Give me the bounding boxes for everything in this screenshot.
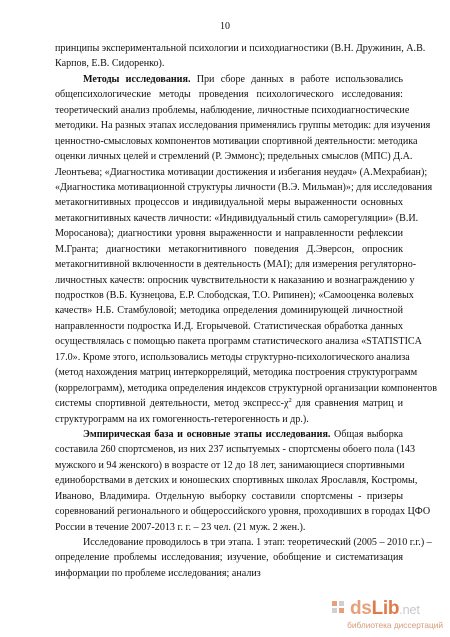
watermark-logo[interactable] [331, 598, 443, 630]
text-line: качеств» Н.Б. Стамбуловой; методика определения доминирующей личностной [55, 305, 403, 317]
dslib-logo-icon [331, 600, 345, 614]
text-line: личностных качеств: опросник чувствительности к наказанию и вознаграждению у [55, 274, 415, 286]
watermark-ds: ds [350, 598, 372, 619]
watermark-title [350, 598, 420, 620]
text-line: Карпов, Е.В. Сидоренко). [55, 58, 165, 70]
text-line: единоборствами в детских и юношеских спортивных школах Ярославля, Костромы, [55, 475, 418, 487]
text-line: соревнований регионального и общероссийского уровня, проходивших в городах ЦФО [55, 506, 431, 518]
text-line: теоретический анализ проблемы, наблюдение, личностные психодиагностические [55, 104, 410, 116]
text-line: (метод нахождения матриц интеркорреляций, методика построения структурограмм [55, 367, 418, 379]
text-line: мужского и 94 женского) в возрасте от 12 до 18 лет, занимающиеся спортивными [55, 459, 405, 471]
text-line: метакогнитивных процессов и индивидуальной меры выраженности основных [55, 197, 403, 209]
text-line: метакогнитивной включенности в деятельность (MAI); для измерения регуляторно- [55, 259, 417, 271]
text-line: направленности подростка И.Д. Егорычевой. Статистическая обработка данных [55, 320, 403, 332]
text-line: методики. На разных этапах исследования применялись группы методик: для изучения [55, 120, 431, 132]
text-run: системы спортивной деятельности, метод экспресс-χ [55, 398, 289, 410]
text-line [55, 396, 403, 411]
text-run: Общая выборка [330, 428, 403, 440]
text-line: составила 260 спортсменов, из них 237 испытуемых - спортсмены обоего пола (143 [55, 444, 416, 456]
text-line: Исследование проводилось в три этапа. 1 этап: теоретический (2005 – 2010 г.г.) – [83, 537, 432, 548]
text-line: метакогнитивных качеств личности: «Индивидуальный стиль саморегуляции» (В.И. [55, 212, 419, 224]
text-run: При сборе данных в работе использовались [190, 73, 403, 85]
text-line: оценки личных целей и стремлений (Р. Эммонс); предельных смыслов (МПС) Д.А. [55, 151, 413, 163]
text-line: 17.0». Кроме этого, использовались методы структурно-психологического анализа [55, 351, 410, 363]
text-line [55, 72, 403, 87]
text-line: (коррелограмм), методика определения индексов структурной организации компонентов [55, 382, 437, 394]
text-line: информации по проблеме исследования; анализ [55, 567, 261, 579]
section-heading-empirical-base: Эмпирическая база и основные этапы исследования. [83, 428, 331, 440]
watermark-caption: библиотека диссертаций [347, 620, 443, 630]
text-line: «Диагностика мотивационной структуры личности (В.Э. Мильман)»; для исследования [55, 181, 433, 193]
body-text [55, 41, 437, 581]
section-heading-methods: Методы исследования. [83, 73, 191, 85]
superscript: 2 [288, 397, 292, 405]
text-line: общепсихологические методы проведения психологического исследования: [55, 89, 403, 101]
text-line: М.Гранта; диагностики метакогнитивного поведения Д.Эверсон, опросник [55, 243, 403, 255]
text-line: принципы экспериментальной психологии и психодиагностики (В.Н. Дружинин, А.В. [55, 43, 426, 54]
page-number: 10 [220, 21, 230, 32]
text-line: Леонтьева; «Диагностика мотивации достижения и избегания неудач» (А.Мехрабиан); [55, 166, 428, 178]
text-line: определение проблемы исследования; изучение, обобщение и систематизация [55, 552, 403, 564]
text-line: России в течение 2007-2013 г. г. – 23 чел. (21 муж. 2 жен.). [55, 521, 306, 533]
watermark-tld: .net [399, 602, 420, 617]
text-line: подростков (В.Б. Кузнецова, Е.Р. Слободская, Т.О. Рипинен); «Самооценка волевых [55, 290, 414, 301]
text-run: для сравнения матриц и [291, 398, 403, 410]
text-line [55, 427, 403, 442]
watermark-lib: Lib [371, 598, 400, 619]
text-line: Иваново, Владимира. Отдельную выборку составили спортсмены - призеры [55, 490, 403, 502]
text-line: Моросанова); диагностики уровня выраженности и направленности рефлексии [55, 228, 403, 240]
text-line: структурограмм на их гомогенность-гетерогенность и др.). [55, 413, 309, 425]
text-line: осуществлялась с помощью пакета программ статистического анализа «STATISTICA [55, 336, 422, 348]
text-line: ценностно-смысловых компонентов мотивации спортивной деятельности: методика [55, 135, 418, 147]
